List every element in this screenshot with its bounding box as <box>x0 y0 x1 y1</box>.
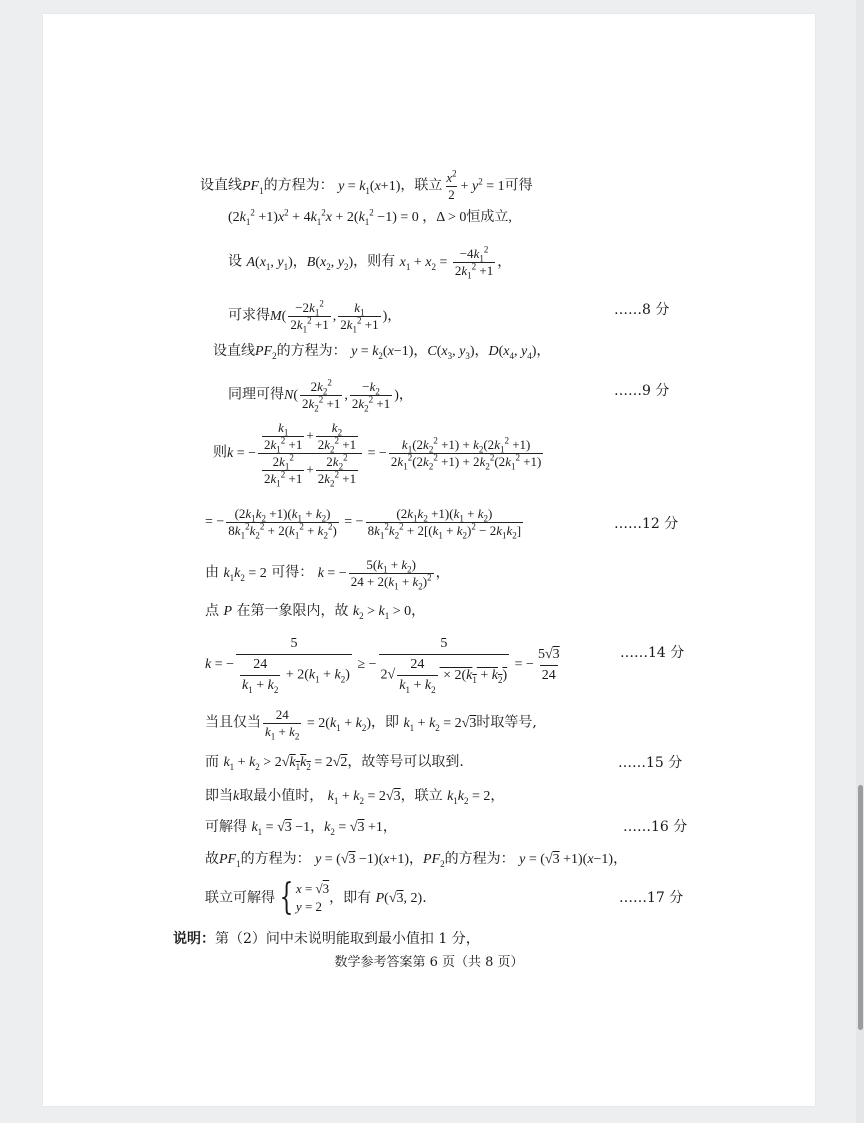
score-8: ……8 分 <box>614 302 670 318</box>
grading-note <box>173 930 480 948</box>
text: 点 <box>205 603 219 619</box>
text: 的方程为： <box>263 177 334 194</box>
line-quadratic: $(2k_1^2 +1)x^2 + 4k_1^2x + 2(k_1^2 -1) = 0$ ，Δ > 0恒成立, <box>228 207 512 227</box>
score-12: ……12 分 <box>614 516 679 532</box>
text: 联立可解得 <box>205 890 275 906</box>
text: ，即 <box>370 714 399 731</box>
line-point-n: 同理可得N( $\frac{2k_2^2}{2k_2^2 +1}$ , $\frac{-k_2}{2k_2^2 +1}$ )， <box>228 377 413 414</box>
text: 可得： <box>271 564 314 581</box>
text: 故 <box>205 851 219 867</box>
line-vieta: 设 $A(x_1$, $y_1$)，$B(x_2$, $y_2$)，则有 $x_1 + x_2$ = $\frac{-4k_1^2}{2k_1^2 +1}$ ， <box>228 244 512 281</box>
text: 在第一象限内，故 <box>236 603 349 619</box>
text: ，则有 <box>353 253 396 270</box>
text: 可求得 <box>228 307 270 324</box>
text: 的方程为： <box>444 851 515 867</box>
page-footer: 数学参考答案第 6 页（共 8 页） <box>334 955 524 970</box>
text: 设直线 <box>200 177 242 194</box>
text: 设直线 <box>213 343 255 359</box>
text: 由 <box>205 564 219 581</box>
scrollbar[interactable] <box>856 0 864 1123</box>
line-attainable: 而 $k_1 + k_2 > 2√k_1k_2 = 2√2$，故等号可以取到. <box>205 754 464 772</box>
text: ，联立 <box>400 177 443 194</box>
text: 的方程为： <box>276 343 347 359</box>
score-16: ……16 分 <box>623 819 688 835</box>
text: 的方程为： <box>240 851 311 867</box>
score-17: ……17 分 <box>619 890 684 906</box>
line-point-p: 联立可解得 { x = √3 y = 2 ，即有 P(√3, 2). <box>205 877 427 918</box>
note-text: 第（2）问中未说明能取到最小值扣 1 分， <box>215 931 480 947</box>
score-9: ……9 分 <box>614 383 670 399</box>
line-final-equations: 故$PF_1$的方程为： y = (√3 −1)(x+1)，$PF_2$的方程为： y = (√3 +1)(x−1)， <box>205 851 628 869</box>
text: 恒成立, <box>466 210 512 225</box>
line-pf1-equation: 设直线$PF_1$的方程为： $y = k_1(x+1)$，联立 $\frac{x^2}{2}$ + $y^2 = 1$可得 <box>200 168 533 202</box>
text: 可得 <box>504 177 533 194</box>
note-label: 说明： <box>173 931 215 947</box>
text: 取最小值时， <box>239 788 324 804</box>
text: 设 <box>228 253 242 270</box>
document-page <box>43 14 815 1106</box>
text: 则 <box>213 444 227 461</box>
line-inequality: k = − 5 $\frac{24}{k_1 + k_2}$ + $2(k_1 + k_2)$ ≥ − 5 2√ $\frac{24}{k_1 + k_2}$ × $2(k_1 + k_2)$ = − $\frac{5√3}{24}$ <box>205 636 560 695</box>
text: 而 <box>205 754 219 770</box>
line-quadrant: 点 P 在第一象限内，故 $k_2 > k_1 > 0$， <box>205 603 426 621</box>
line-minimum: 即当k取最小值时， $k_1 + k_2 = 2√3$，联立 $k_1k_2 = 2$， <box>205 788 505 806</box>
scrollbar-thumb[interactable] <box>858 785 863 1030</box>
text: ，即有 <box>329 890 372 906</box>
score-15: ……15 分 <box>618 755 683 771</box>
line-pf2-equation: 设直线$PF_2$的方程为： $y = k_2(x-1)$，$C(x_3$, $y_3$)，$D(x_4$, $y_4$)， <box>213 343 551 361</box>
text: ，故等号可以取到. <box>347 754 464 770</box>
text: 当且仅当 <box>205 714 261 731</box>
line-point-m: 可求得M( $\frac{-2k_1^2}{2k_1^2 +1}$ , $\frac{k_1}{2k_1^2 +1}$ )， <box>228 298 402 335</box>
line-k1k2: 由 $k_1k_2 = 2$ 可得： k = − $\frac{5(k_1 + k_2)}{24 + 2(k_1 + k_2)^2}$ ， <box>205 557 450 592</box>
line-solve-k: 可解得 $k_1 = √3 -1$，$k_2 = √3 +1$， <box>205 819 397 837</box>
line-slope-k: 则k = − $\frac{k_1}{2k_1^2 +1}$ + $\frac{k_2}{2k_2^2 +1}$ $\frac{2k_1^2}{2k_1^2 +1}$ + $\frac{2k_2^2}{2k_2^2 +1}$ = − $\frac{k_1(2k_2^2 +1) + k_2(2k_1^2 +1)}{2k_1^2(2k_2^2 +1) + 2k_2^2(2k_1^2 +1)}$ <box>213 420 542 489</box>
text: 时取等号, <box>476 714 537 731</box>
text: 同理可得 <box>228 386 284 403</box>
score-14: ……14 分 <box>620 645 685 661</box>
text: ，联立 <box>400 788 443 804</box>
text: 可解得 <box>205 819 247 835</box>
text: 即当 <box>205 788 233 804</box>
line-simplify: = − $\frac{(2k_1k_2 +1)(k_1 + k_2)}{8k_1^2k_2^2 + 2(k_1^2 + k_2^2)}$ = − $\frac{(2k_1k_2 +1)(k_1 + k_2)}{8k_1^2k_2^2 + 2[(k_1 + k_2)^2 - 2k_1k_2]}$ <box>205 506 522 541</box>
line-equality-condition: 当且仅当 $\frac{24}{k_1 + k_2}$ = $2(k_1 + k_2)$，即 $k_1 + k_2 = 2√3$时取等号, <box>205 707 537 742</box>
